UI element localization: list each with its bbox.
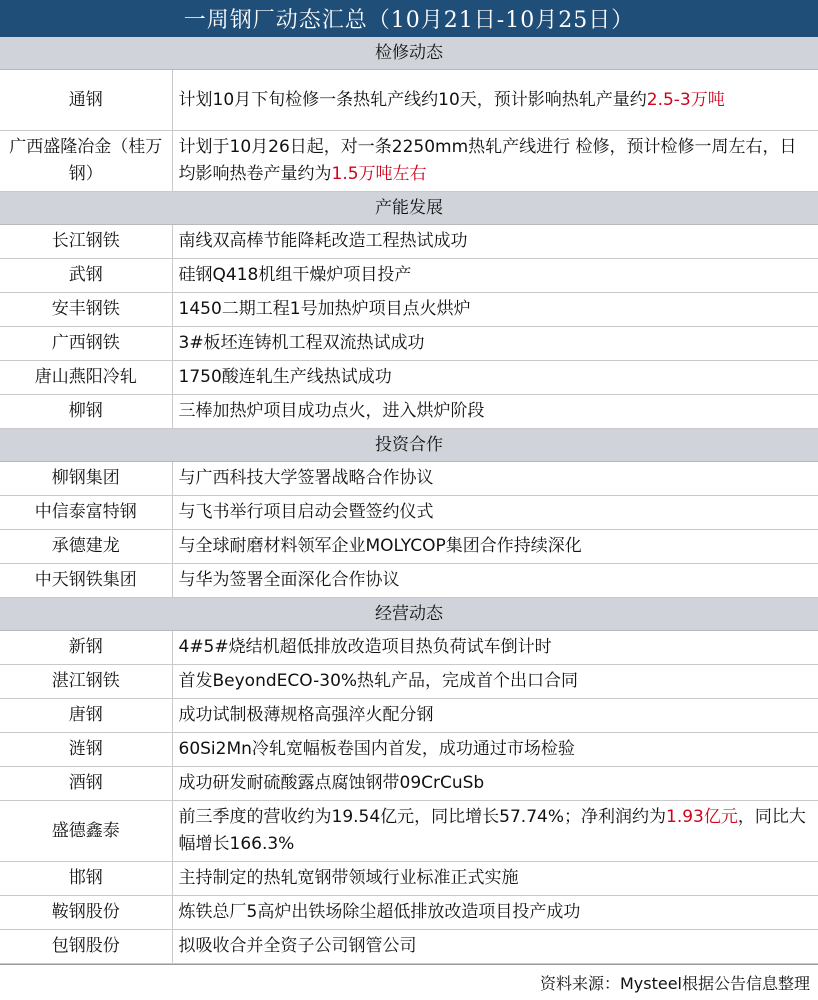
event-description: 与华为签署全面深化合作协议 [172,564,818,598]
event-description: 炼铁总厂5高炉出铁场除尘超低排放改造项目投产成功 [172,896,818,930]
table-row [0,462,818,496]
event-description: 与广西科技大学签署战略合作协议 [172,462,818,496]
event-description: 成功研发耐硫酸露点腐蚀钢带09CrCuSb [172,767,818,801]
table-row [0,665,818,699]
section-title: 检修动态 [0,37,818,70]
section-header-capacity [0,192,818,225]
table-row [0,361,818,395]
company-name: 邯钢 [0,862,172,896]
table-row [0,496,818,530]
event-description: 1450二期工程1号加热炉项目点火烘炉 [172,293,818,327]
event-description: 三棒加热炉项目成功点火，进入烘炉阶段 [172,395,818,429]
table-row [0,70,818,131]
event-description: 拟吸收合并全资子公司钢管公司 [172,930,818,964]
event-description: 计划10月下旬检修一条热轧产线约10天，预计影响热轧产量约2.5-3万吨 [172,70,818,131]
page-title: 一周钢厂动态汇总（10月21日-10月25日） [0,0,818,37]
table-row [0,564,818,598]
highlight-value: 2.5-3万吨 [646,89,725,110]
company-name: 柳钢集团 [0,462,172,496]
company-name: 柳钢 [0,395,172,429]
event-description: 硅钢Q418机组干燥炉项目投产 [172,259,818,293]
event-description: 1750酸连轧生产线热试成功 [172,361,818,395]
company-name: 唐钢 [0,699,172,733]
company-name: 盛德鑫泰 [0,801,172,862]
event-description: 3#板坯连铸机工程双流热试成功 [172,327,818,361]
table-row [0,395,818,429]
company-name: 广西钢铁 [0,327,172,361]
source-note: 资料来源：Mysteel根据公告信息整理 [0,964,818,1000]
company-name: 长江钢铁 [0,225,172,259]
company-name: 承德建龙 [0,530,172,564]
table-row [0,225,818,259]
event-description: 与飞书举行项目启动会暨签约仪式 [172,496,818,530]
section-title: 投资合作 [0,429,818,462]
company-name: 中信泰富特钢 [0,496,172,530]
event-description: 南线双高棒节能降耗改造工程热试成功 [172,225,818,259]
event-description: 主持制定的热轧宽钢带领域行业标准正式实施 [172,862,818,896]
table-row [0,699,818,733]
company-name: 安丰钢铁 [0,293,172,327]
table-row [0,930,818,964]
highlight-value: 1.5万吨左右 [331,164,427,184]
company-name: 鞍钢股份 [0,896,172,930]
company-name: 通钢 [0,70,172,131]
table-row [0,327,818,361]
company-name: 酒钢 [0,767,172,801]
event-description: 60Si2Mn冷轧宽幅板卷国内首发，成功通过市场检验 [172,733,818,767]
event-description: 计划于10月26日起，对一条2250mm热轧产线进行 检修，预计检修一周左右，日均影响热卷产量约为1.5万吨左右 [172,131,818,192]
table-row [0,896,818,930]
event-description: 4#5#烧结机超低排放改造项目热负荷试车倒计时 [172,631,818,665]
event-description: 前三季度的营收约为19.54亿元，同比增长57.74%；净利润约为1.93亿元，同比大幅增长166.3% [172,801,818,862]
company-name: 中天钢铁集团 [0,564,172,598]
table-row [0,767,818,801]
company-name: 涟钢 [0,733,172,767]
section-title: 产能发展 [0,192,818,225]
company-name: 包钢股份 [0,930,172,964]
event-description: 与全球耐磨材料领军企业MOLYCOP集团合作持续深化 [172,530,818,564]
section-title: 经营动态 [0,598,818,631]
company-name: 湛江钢铁 [0,665,172,699]
section-header-maintenance [0,37,818,70]
event-description: 成功试制极薄规格高强淬火配分钢 [172,699,818,733]
table-row [0,530,818,564]
dynamics-table [0,37,818,964]
table-row [0,733,818,767]
section-header-investment [0,429,818,462]
company-name: 武钢 [0,259,172,293]
table-row [0,131,818,192]
company-name: 新钢 [0,631,172,665]
table-row [0,259,818,293]
table-row [0,293,818,327]
table-row [0,862,818,896]
highlight-value: 1.93亿元 [666,807,738,827]
table-row [0,801,818,862]
company-name: 唐山燕阳冷轧 [0,361,172,395]
event-description: 首发BeyondECO-30%热轧产品，完成首个出口合同 [172,665,818,699]
table-row [0,631,818,665]
section-header-operations [0,598,818,631]
company-name: 广西盛隆冶金（桂万钢） [0,131,172,192]
